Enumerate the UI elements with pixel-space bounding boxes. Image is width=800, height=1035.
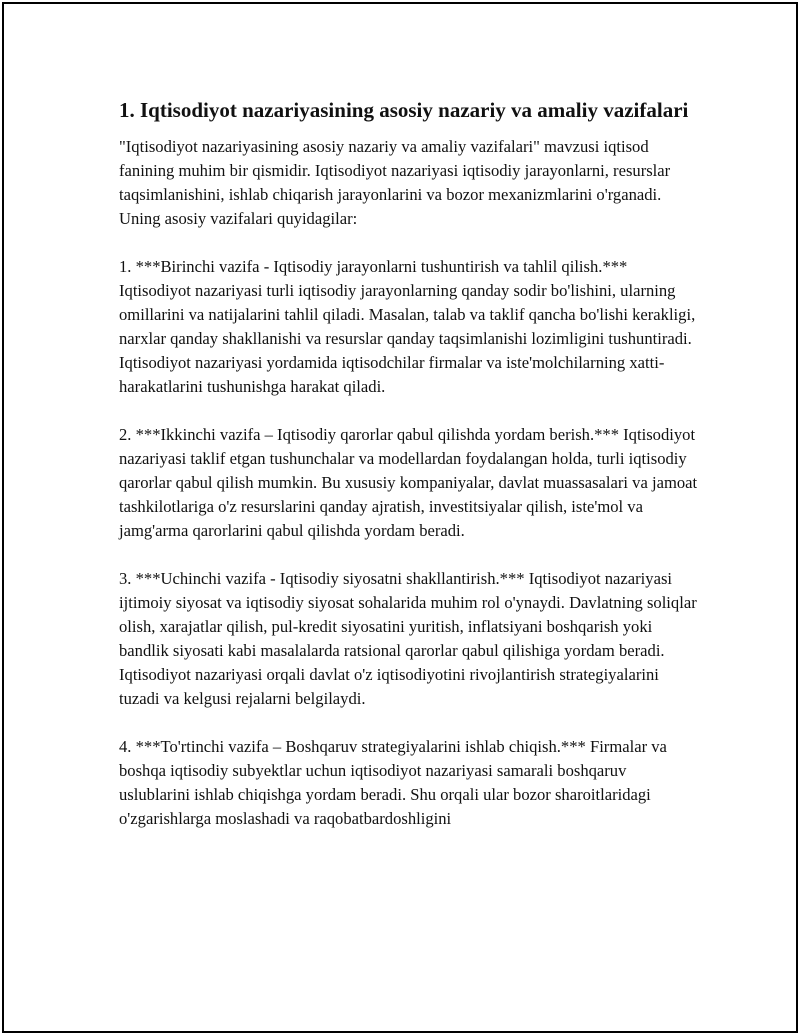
task-paragraph-1: 1. ***Birinchi vazifa - Iqtisodiy jarayonlarni tushuntirish va tahlil qilish.*** Iqtisodiyot nazariyasi turli iqtisodiy jarayonlarning qanday sodir bo'lishini, ularning omillarini va natijalarini tahlil qiladi. Masalan, talab va taklif qancha bo'lishi kerakligi, narxlar qanday shakllanishi va resurslar qanday taqsimlanishi lozimligini tushuntiradi. Iqtisodiyot nazariyasi yordamida iqtisodchilar firmalar va iste'molchilarning xatti-harakatlarini tushunishga harakat qiladi. <box>119 257 696 396</box>
intro-paragraph: "Iqtisodiyot nazariyasining asosiy nazariy va amaliy vazifalari" mavzusi iqtisod fanining muhim bir qismidir. Iqtisodiyot nazariyasi iqtisodiy jarayonlarni, resurslar taqsimlanishini, ishlab chiqarish jarayonlarini va bozor mexanizmlarini o'rganadi. Uning asosiy vazifalari quyidagilar: <box>119 137 671 228</box>
task-paragraph-2: 2. ***Ikkinchi vazifa – Iqtisodiy qarorlar qabul qilishda yordam berish.*** Iqtisodiyot nazariyasi taklif etgan tushunchalar va modellardan foydalangan holda, turli iqtisodiy qarorlar qabul qilish mumkin. Bu xususiy kompaniyalar, davlat muassasalari va jamoat tashkilotlariga o'z resurslarini qanday ajratish, investitsiyalar qilish, iste'mol va jamg'arma qarorlarini qabul qilishda yordam beradi. <box>119 425 698 540</box>
section-heading: 1. Iqtisodiyot nazariyasining asosiy nazariy va amaliy vazifalari <box>119 98 689 122</box>
task-paragraph-4: 4. ***To'rtinchi vazifa – Boshqaruv strategiyalarini ishlab chiqish.*** Firmalar va boshqa iqtisodiy subyektlar uchun iqtisodiyot nazariyasi samarali boshqaruv uslublarini ishlab chiqishga yordam beradi. Shu orqali ular bozor sharoitlaridagi o'zgarishlarga moslashadi va raqobatbardoshligini <box>119 737 667 828</box>
document-body <box>119 96 699 855</box>
task-paragraph-3: 3. ***Uchinchi vazifa - Iqtisodiy siyosatni shakllantirish.*** Iqtisodiyot nazariyasi ijtimoiy siyosat va iqtisodiy siyosat sohalarida muhim rol o'ynaydi. Davlatning soliqlar olish, xarajatlar qilish, pul-kredit siyosatini yuritish, inflatsiyani boshqarish yoki bandlik siyosati kabi masalalarda ratsional qarorlar qabul qilishiga yordam beradi. Iqtisodiyot nazariyasi orqali davlat o'z iqtisodiyotini rivojlantirish strategiyalarini tuzadi va kelgusi rejalarni belgilaydi. <box>119 569 697 708</box>
document-page <box>2 2 798 1033</box>
